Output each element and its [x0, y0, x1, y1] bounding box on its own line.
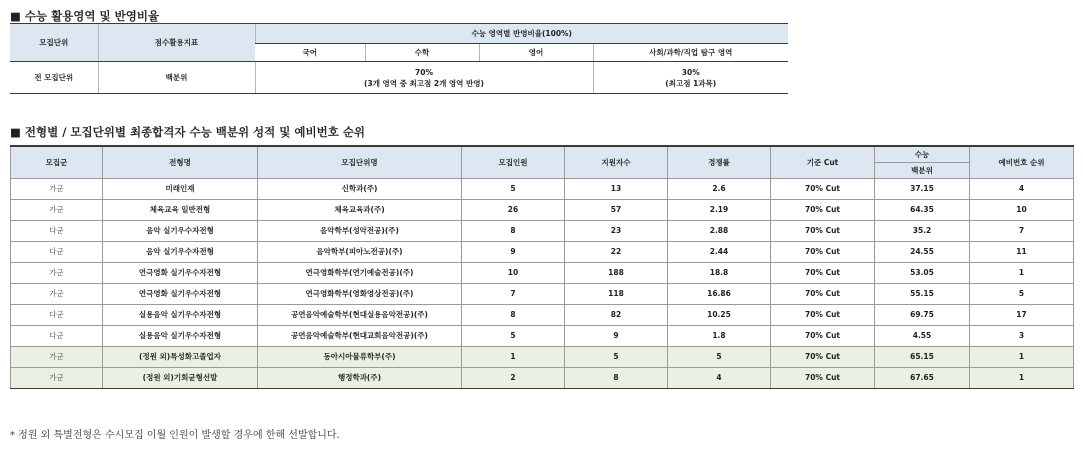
cell-waitlist: 5 — [970, 283, 1074, 304]
cell-applicants: 23 — [565, 220, 668, 241]
cell-cut: 70% Cut — [771, 367, 875, 388]
cell-unit-name: 음악학부(피아노전공)(주) — [258, 241, 462, 262]
section1-title: ■ 수능 활용영역 및 반영비율 — [10, 9, 160, 23]
header-math: 수학 — [365, 44, 479, 62]
table-row — [11, 304, 1074, 325]
cell-score-index: 백분위 — [98, 62, 255, 94]
cell-inquiry-ratio — [593, 62, 788, 94]
cell-track: 음악 실기우수자전형 — [103, 220, 258, 241]
cell-waitlist: 7 — [970, 220, 1074, 241]
cell-cut: 70% Cut — [771, 241, 875, 262]
cell-cut: 70% Cut — [771, 346, 875, 367]
cell-waitlist: 11 — [970, 241, 1074, 262]
header-korean: 국어 — [255, 44, 365, 62]
header-rate: 경쟁률 — [668, 146, 771, 178]
cell-group: 가군 — [11, 283, 103, 304]
header-score-index: 점수활용지표 — [98, 24, 255, 62]
cell-track: 연극영화 실기우수자전형 — [103, 283, 258, 304]
cell-track: 미래인재 — [103, 178, 258, 199]
cell-applicants: 8 — [565, 367, 668, 388]
cell-percentile: 69.75 — [875, 304, 970, 325]
cell-group: 다군 — [11, 304, 103, 325]
cell-unit-name: 공연음악예술학부(현대실용음악전공)(주) — [258, 304, 462, 325]
cell-waitlist: 1 — [970, 346, 1074, 367]
cell-waitlist: 1 — [970, 367, 1074, 388]
cell-track: 실용음악 실기우수자전형 — [103, 325, 258, 346]
cell-rate: 1.8 — [668, 325, 771, 346]
cell-applicants: 57 — [565, 199, 668, 220]
cell-rate: 2.44 — [668, 241, 771, 262]
cell-cut: 70% Cut — [771, 220, 875, 241]
cell-group: 다군 — [11, 220, 103, 241]
cell-percentile: 4.55 — [875, 325, 970, 346]
cell-group: 가군 — [11, 178, 103, 199]
inquiry-ratio-note: (최고점 1과목) — [665, 78, 717, 88]
cell-main-ratio — [255, 62, 593, 94]
main-ratio-note: (3개 영역 중 최고점 2개 영역 반영) — [364, 78, 484, 88]
inquiry-ratio-value: 30% — [681, 67, 700, 77]
cell-group: 다군 — [11, 241, 103, 262]
cell-percentile: 67.65 — [875, 367, 970, 388]
header-group: 모집군 — [11, 146, 103, 178]
cell-unit-name: 신학과(주) — [258, 178, 462, 199]
header-suneung: 수능 — [875, 146, 970, 162]
cell-applicants: 9 — [565, 325, 668, 346]
cell-quota: 5 — [462, 325, 565, 346]
cell-track: 음악 실기우수자전형 — [103, 241, 258, 262]
table-row — [11, 199, 1074, 220]
cell-unit: 전 모집단위 — [10, 62, 98, 94]
cell-quota: 2 — [462, 367, 565, 388]
cell-waitlist: 17 — [970, 304, 1074, 325]
header-english: 영어 — [479, 44, 593, 62]
footnote: * 정원 외 특별전형은 수시모집 이월 인원이 발생할 경우에 한해 선발합니다. — [10, 430, 340, 441]
cell-unit-name: 연극영화학부(영화영상전공)(주) — [258, 283, 462, 304]
cell-rate: 2.6 — [668, 178, 771, 199]
table-row — [11, 241, 1074, 262]
cell-unit-name: 음악학부(성악전공)(주) — [258, 220, 462, 241]
cell-percentile: 24.55 — [875, 241, 970, 262]
header-cut-basis: 기준 Cut — [771, 146, 875, 178]
cell-track: 연극영화 실기우수자전형 — [103, 262, 258, 283]
header-inquiry: 사회/과학/직업 탐구 영역 — [593, 44, 788, 62]
header-applicants: 지원자수 — [565, 146, 668, 178]
cell-quota: 7 — [462, 283, 565, 304]
cell-group: 가군 — [11, 199, 103, 220]
cell-cut: 70% Cut — [771, 178, 875, 199]
table-row — [11, 220, 1074, 241]
cell-waitlist: 1 — [970, 262, 1074, 283]
cell-track: 실용음악 실기우수자전형 — [103, 304, 258, 325]
cell-track: (정원 외)기회균형선발 — [103, 367, 258, 388]
cell-unit-name: 행정학과(주) — [258, 367, 462, 388]
section2-title: ■ 전형별 / 모집단위별 최종합격자 수능 백분위 성적 및 예비번호 순위 — [10, 125, 366, 139]
table-row — [11, 178, 1074, 199]
cell-quota: 1 — [462, 346, 565, 367]
cell-rate: 5 — [668, 346, 771, 367]
table-row — [11, 367, 1074, 388]
cell-track: 체육교육 일반전형 — [103, 199, 258, 220]
cell-group: 다군 — [11, 325, 103, 346]
cell-applicants: 118 — [565, 283, 668, 304]
cell-quota: 9 — [462, 241, 565, 262]
cell-group: 가군 — [11, 262, 103, 283]
cell-unit-name: 동아시아물류학부(주) — [258, 346, 462, 367]
table-row — [11, 262, 1074, 283]
table-row — [11, 283, 1074, 304]
cell-quota: 8 — [462, 220, 565, 241]
cell-cut: 70% Cut — [771, 325, 875, 346]
cell-unit-name: 체육교육과(주) — [258, 199, 462, 220]
cell-applicants: 5 — [565, 346, 668, 367]
main-ratio-value: 70% — [415, 67, 433, 77]
cell-quota: 10 — [462, 262, 565, 283]
admission-results-table — [10, 145, 1074, 389]
suneung-ratio-table — [10, 23, 788, 94]
header-quota: 모집인원 — [462, 146, 565, 178]
cell-percentile: 64.35 — [875, 199, 970, 220]
cell-percentile: 55.15 — [875, 283, 970, 304]
cell-waitlist: 10 — [970, 199, 1074, 220]
cell-percentile: 37.15 — [875, 178, 970, 199]
header-unit: 모집단위 — [10, 24, 98, 62]
cell-quota: 8 — [462, 304, 565, 325]
cell-cut: 70% Cut — [771, 199, 875, 220]
cell-applicants: 13 — [565, 178, 668, 199]
cell-rate: 4 — [668, 367, 771, 388]
cell-rate: 2.19 — [668, 199, 771, 220]
cell-applicants: 22 — [565, 241, 668, 262]
cell-group: 가군 — [11, 367, 103, 388]
header-unit-name: 모집단위명 — [258, 146, 462, 178]
cell-unit-name: 연극영화학부(연기예술전공)(주) — [258, 262, 462, 283]
table-row — [11, 346, 1074, 367]
cell-track: (정원 외)특성화고졸업자 — [103, 346, 258, 367]
cell-applicants: 188 — [565, 262, 668, 283]
cell-percentile: 53.05 — [875, 262, 970, 283]
cell-cut: 70% Cut — [771, 262, 875, 283]
cell-rate: 2.88 — [668, 220, 771, 241]
header-waitlist: 예비번호 순위 — [970, 146, 1074, 178]
cell-waitlist: 3 — [970, 325, 1074, 346]
cell-percentile: 35.2 — [875, 220, 970, 241]
header-ratio-group: 수능 영역별 반영비율(100%) — [255, 24, 788, 44]
table-row — [11, 325, 1074, 346]
cell-quota: 5 — [462, 178, 565, 199]
cell-group: 가군 — [11, 346, 103, 367]
cell-cut: 70% Cut — [771, 283, 875, 304]
cell-rate: 10.25 — [668, 304, 771, 325]
cell-applicants: 82 — [565, 304, 668, 325]
header-percentile: 백분위 — [875, 162, 970, 178]
cell-quota: 26 — [462, 199, 565, 220]
header-track: 전형명 — [103, 146, 258, 178]
cell-rate: 18.8 — [668, 262, 771, 283]
cell-unit-name: 공연음악예술학부(현대교회음악전공)(주) — [258, 325, 462, 346]
cell-percentile: 65.15 — [875, 346, 970, 367]
cell-waitlist: 4 — [970, 178, 1074, 199]
cell-cut: 70% Cut — [771, 304, 875, 325]
cell-rate: 16.86 — [668, 283, 771, 304]
